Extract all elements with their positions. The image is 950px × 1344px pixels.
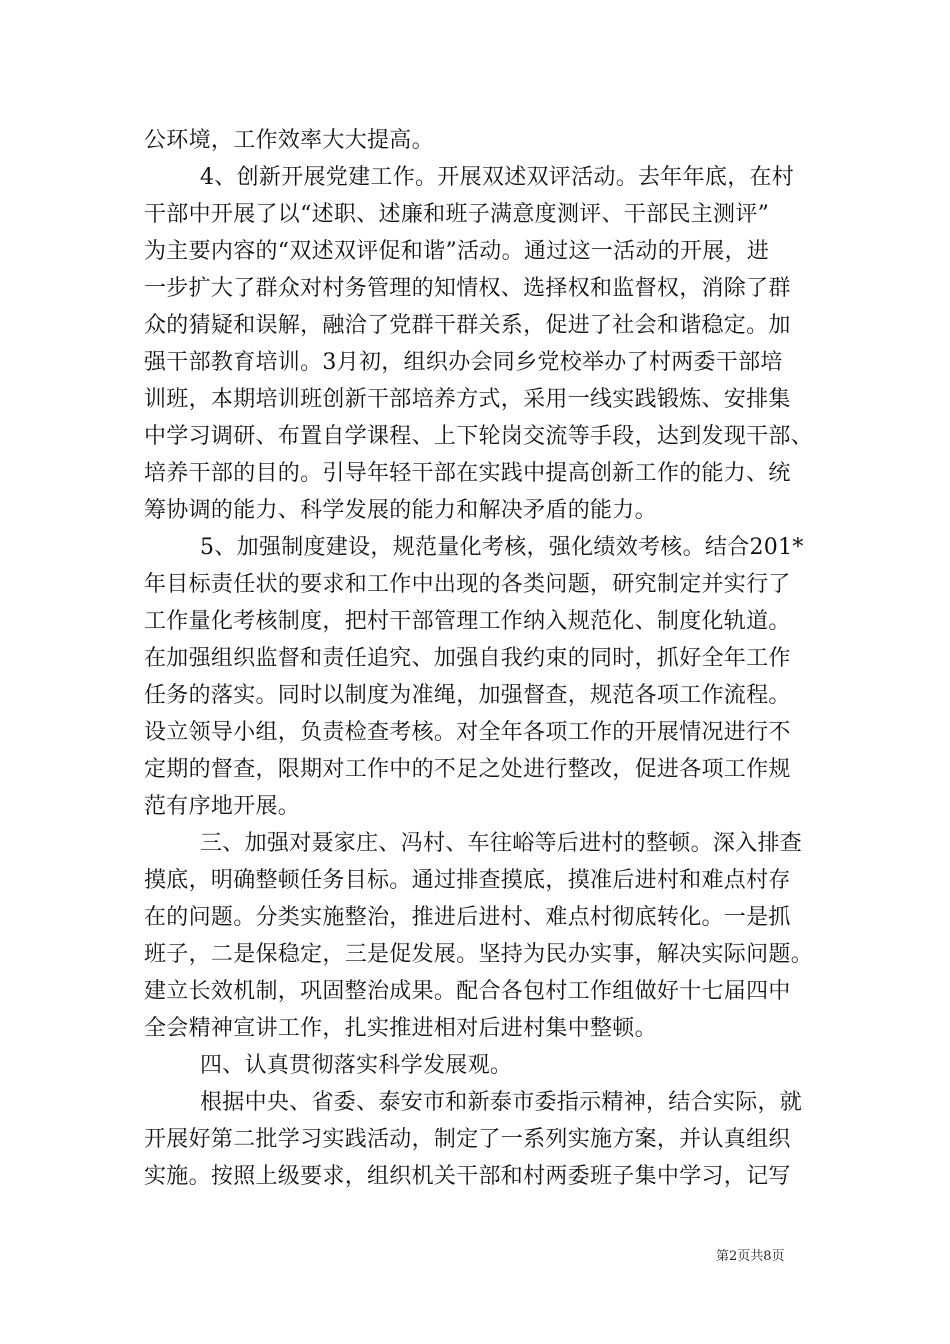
text-line: 筹协调的能力、科学发展的能力和解决矛盾的能力。 bbox=[144, 498, 657, 523]
text-line: 培养干部的目的。引导年轻干部在实践中提高创新工作的能力、统 bbox=[144, 461, 791, 486]
text-line: 建立长效机制，巩固整治成果。配合各包村工作组做好十七届四中 bbox=[144, 979, 791, 1004]
text-line: 实施。按照上级要求，组织机关干部和村两委班子集中学习，记写 bbox=[144, 1164, 791, 1189]
text-line: 根据中央、省委、泰安市和新泰市委指示精神，结合实际，就 bbox=[200, 1090, 803, 1115]
text-line: 三、加强对聂家庄、冯村、车往峪等后进村的整顿。深入排查 bbox=[200, 831, 803, 856]
text-line: 中学习调研、布置自学课程、上下轮岗交流等手段，达到发现干部、 bbox=[144, 424, 814, 449]
text-line: 定期的督查，限期对工作中的不足之处进行整改，促进各项工作规 bbox=[144, 757, 791, 782]
text-line: 4、创新开展党建工作。开展双述双评活动。去年年底，在村 bbox=[200, 165, 795, 190]
text-line: 年目标责任状的要求和工作中出现的各类问题，研究制定并实行了 bbox=[144, 572, 791, 597]
text-line: 众的猜疑和误解，融洽了党群干群关系，促进了社会和谐稳定。加 bbox=[144, 313, 791, 338]
text-line: 一步扩大了群众对村务管理的知情权、选择权和监督权，消除了群 bbox=[144, 276, 791, 301]
text-line: 公环境，工作效率大大提高。 bbox=[144, 128, 434, 153]
text-line: 四、认真贯彻落实科学发展观。 bbox=[200, 1053, 513, 1078]
text-line: 干部中开展了以“述职、述廉和班子满意度测评、干部民主测评” bbox=[144, 202, 770, 227]
text-line: 设立领导小组，负责检查考核。对全年各项工作的开展情况进行不 bbox=[144, 720, 791, 745]
text-line: 训班，本期培训班创新干部培养方式，采用一线实践锻炼、安排集 bbox=[144, 387, 791, 412]
text-line: 工作量化考核制度，把村干部管理工作纳入规范化、制度化轨道。 bbox=[144, 609, 791, 634]
text-line: 5、加强制度建设，规范量化考核，强化绩效考核。结合201* bbox=[200, 535, 804, 560]
text-line: 强干部教育培训。3月初，组织办会同乡党校举办了村两委干部培 bbox=[144, 350, 783, 375]
text-line: 摸底，明确整顿任务目标。通过排查摸底，摸准后进村和难点村存 bbox=[144, 868, 791, 893]
text-line: 任务的落实。同时以制度为准绳，加强督查，规范各项工作流程。 bbox=[144, 683, 791, 708]
text-line: 范有序地开展。 bbox=[144, 794, 301, 819]
page-number: 第2页共8页 bbox=[716, 1249, 785, 1264]
text-line: 在加强组织监督和责任追究、加强自我约束的同时，抓好全年工作 bbox=[144, 646, 791, 671]
text-line: 在的问题。分类实施整治，推进后进村、难点村彻底转化。一是抓 bbox=[144, 905, 791, 930]
text-line: 全会精神宣讲工作，扎实推进相对后进村集中整顿。 bbox=[144, 1016, 657, 1041]
text-line: 班子，二是保稳定，三是促发展。坚持为民办实事，解决实际问题。 bbox=[144, 942, 814, 967]
text-line: 开展好第二批学习实践活动，制定了一系列实施方案，并认真组织 bbox=[144, 1127, 791, 1152]
text-line: 为主要内容的“双述双评促和谐”活动。通过这一活动的开展，进 bbox=[144, 239, 770, 264]
